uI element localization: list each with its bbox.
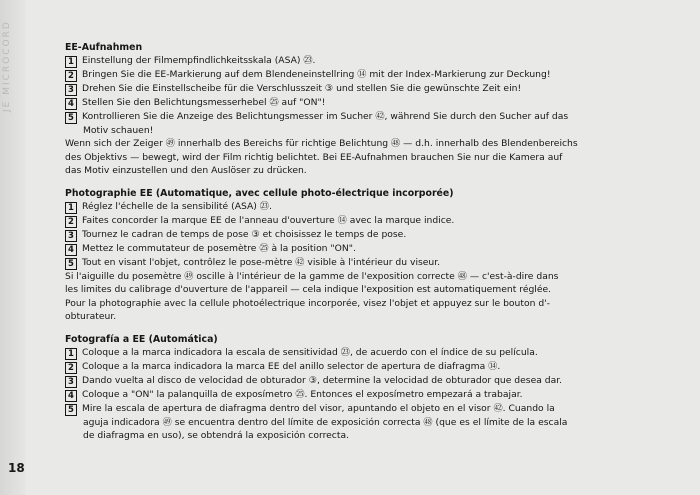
item-text: Einstellung der Filmempfindlichkeitsskala (ASA) ㉓.	[82, 55, 316, 67]
item-text: Tournez le cadran de temps de pose ③ et choisissez le temps de pose.	[82, 229, 407, 241]
item-continuation: de diafragma en uso), se obtendrá la exposición correcta.	[83, 430, 350, 442]
item-text: Stellen Sie den Belichtungsmesserhebel ㉕ auf "ON"!	[82, 97, 326, 109]
list-item	[65, 54, 647, 68]
paragraph-line: Pour la photographie avec la cellule photoélectrique incorporée, visez l'objet et appuyez sur le bouton d'-	[65, 297, 550, 309]
list-item	[65, 82, 647, 96]
list-item	[65, 346, 647, 360]
binding-strip	[0, 0, 26, 495]
step-number: 2	[65, 362, 77, 374]
item-text: Réglez l'échelle de la sensibilité (ASA) ㉓.	[82, 201, 272, 213]
page-number: 18	[8, 461, 25, 475]
item-text: Coloque a la marca indicadora la escala de sensitividad ㉓, de acuerdo con el índice de su película.	[82, 347, 538, 359]
item-text: Kontrollieren Sie die Anzeige des Belichtungsmesser im Sucher ㊷, während Sie durch den Sucher auf das	[82, 111, 569, 123]
step-number: 5	[65, 404, 77, 416]
item-text: Coloque a la marca indicadora la marca EE del anillo selector de apertura de diafragma ⑭.	[82, 361, 501, 373]
spine-text: JE MICROCORD	[2, 20, 12, 112]
list-item	[65, 96, 647, 110]
step-number: 3	[65, 84, 77, 96]
paragraph-line: obturateur.	[65, 310, 117, 322]
item-continuation: aguja indicadora ㊾ se encuentra dentro del límite de exposición correcta ㊽ (que es el límite de la escala	[83, 417, 568, 429]
section-german	[65, 41, 647, 177]
step-number: 1	[65, 348, 77, 360]
paragraph-line: das Motiv einzustellen und den Auslöser zu drücken.	[65, 164, 307, 176]
list-item	[65, 242, 647, 256]
step-number: 4	[65, 98, 77, 110]
section-heading: Fotografía a EE (Automática)	[65, 334, 218, 346]
step-number: 5	[65, 258, 77, 270]
step-number: 3	[65, 230, 77, 242]
item-text: Tout en visant l'objet, contrôlez le pose-mètre ㊷ visible à l'intérieur du viseur.	[82, 257, 441, 269]
step-number: 3	[65, 376, 77, 388]
list-item	[65, 228, 647, 242]
step-number: 1	[65, 56, 77, 68]
list-item	[65, 68, 647, 82]
section-spanish	[65, 333, 647, 443]
item-text: Mire la escala de apertura de diafragma dentro del visor, apuntando el objeto en el visor ㊷. Cuando la	[82, 403, 555, 415]
step-number: 5	[65, 112, 77, 124]
paragraph-line: les limites du calibrage d'ouverture de l'appareil — cela indique l'exposition est automatiquement réglée.	[65, 284, 552, 296]
item-continuation: Motiv schauen!	[83, 125, 154, 137]
list-item	[65, 360, 647, 374]
step-number: 1	[65, 202, 77, 214]
step-number: 2	[65, 216, 77, 228]
item-text: Dando vuelta al disco de velocidad de obturador ③, determine la velocidad de obturador que desea dar.	[82, 375, 563, 387]
section-heading: EE-Aufnahmen	[65, 42, 143, 53]
list-item	[65, 374, 647, 388]
item-text: Faites concorder la marque EE de l'anneau d'ouverture ⑭ avec la marque indice.	[82, 215, 455, 227]
step-number: 4	[65, 390, 77, 402]
section-heading: Photographie EE (Automatique, avec cellule photo-électrique incorporée)	[65, 188, 454, 200]
list-item	[65, 214, 647, 228]
item-text: Mettez le commutateur de posemètre ㉕ à la position "ON".	[82, 243, 356, 255]
list-item	[65, 256, 647, 270]
list-item	[65, 388, 647, 402]
step-number: 4	[65, 244, 77, 256]
list-item	[65, 110, 647, 124]
paragraph-line: des Objektivs — bewegt, wird der Film richtig belichtet. Bei EE-Aufnahmen brauchen Sie nur die Kamera auf	[65, 151, 563, 163]
content	[65, 41, 647, 453]
item-text: Bringen Sie die EE-Markierung auf dem Blendeneinstellring ⑭ mit der Index-Markierung zur Deckung!	[82, 69, 551, 81]
list-item	[65, 402, 647, 416]
paragraph-line: Wenn sich der Zeiger ㊾ innerhalb des Bereichs für richtige Belichtung ㊽ — d.h. innerhalb des Blendenbereichs	[65, 138, 578, 150]
item-text: Coloque a "ON" la palanquilla de exposímetro ㉕. Entonces el exposímetro empezará a trabajar.	[82, 389, 523, 401]
paragraph-line: Si l'aiguille du posemètre ㊾ oscille à l'intérieur de la gamme de l'exposition correcte ㊽ — c'est-à-dire dans	[65, 271, 559, 283]
section-french	[65, 187, 647, 323]
step-number: 2	[65, 70, 77, 82]
item-text: Drehen Sie die Einstellscheibe für die Verschlusszeit ③ und stellen Sie die gewünschte Zeit ein!	[82, 83, 522, 95]
list-item	[65, 200, 647, 214]
